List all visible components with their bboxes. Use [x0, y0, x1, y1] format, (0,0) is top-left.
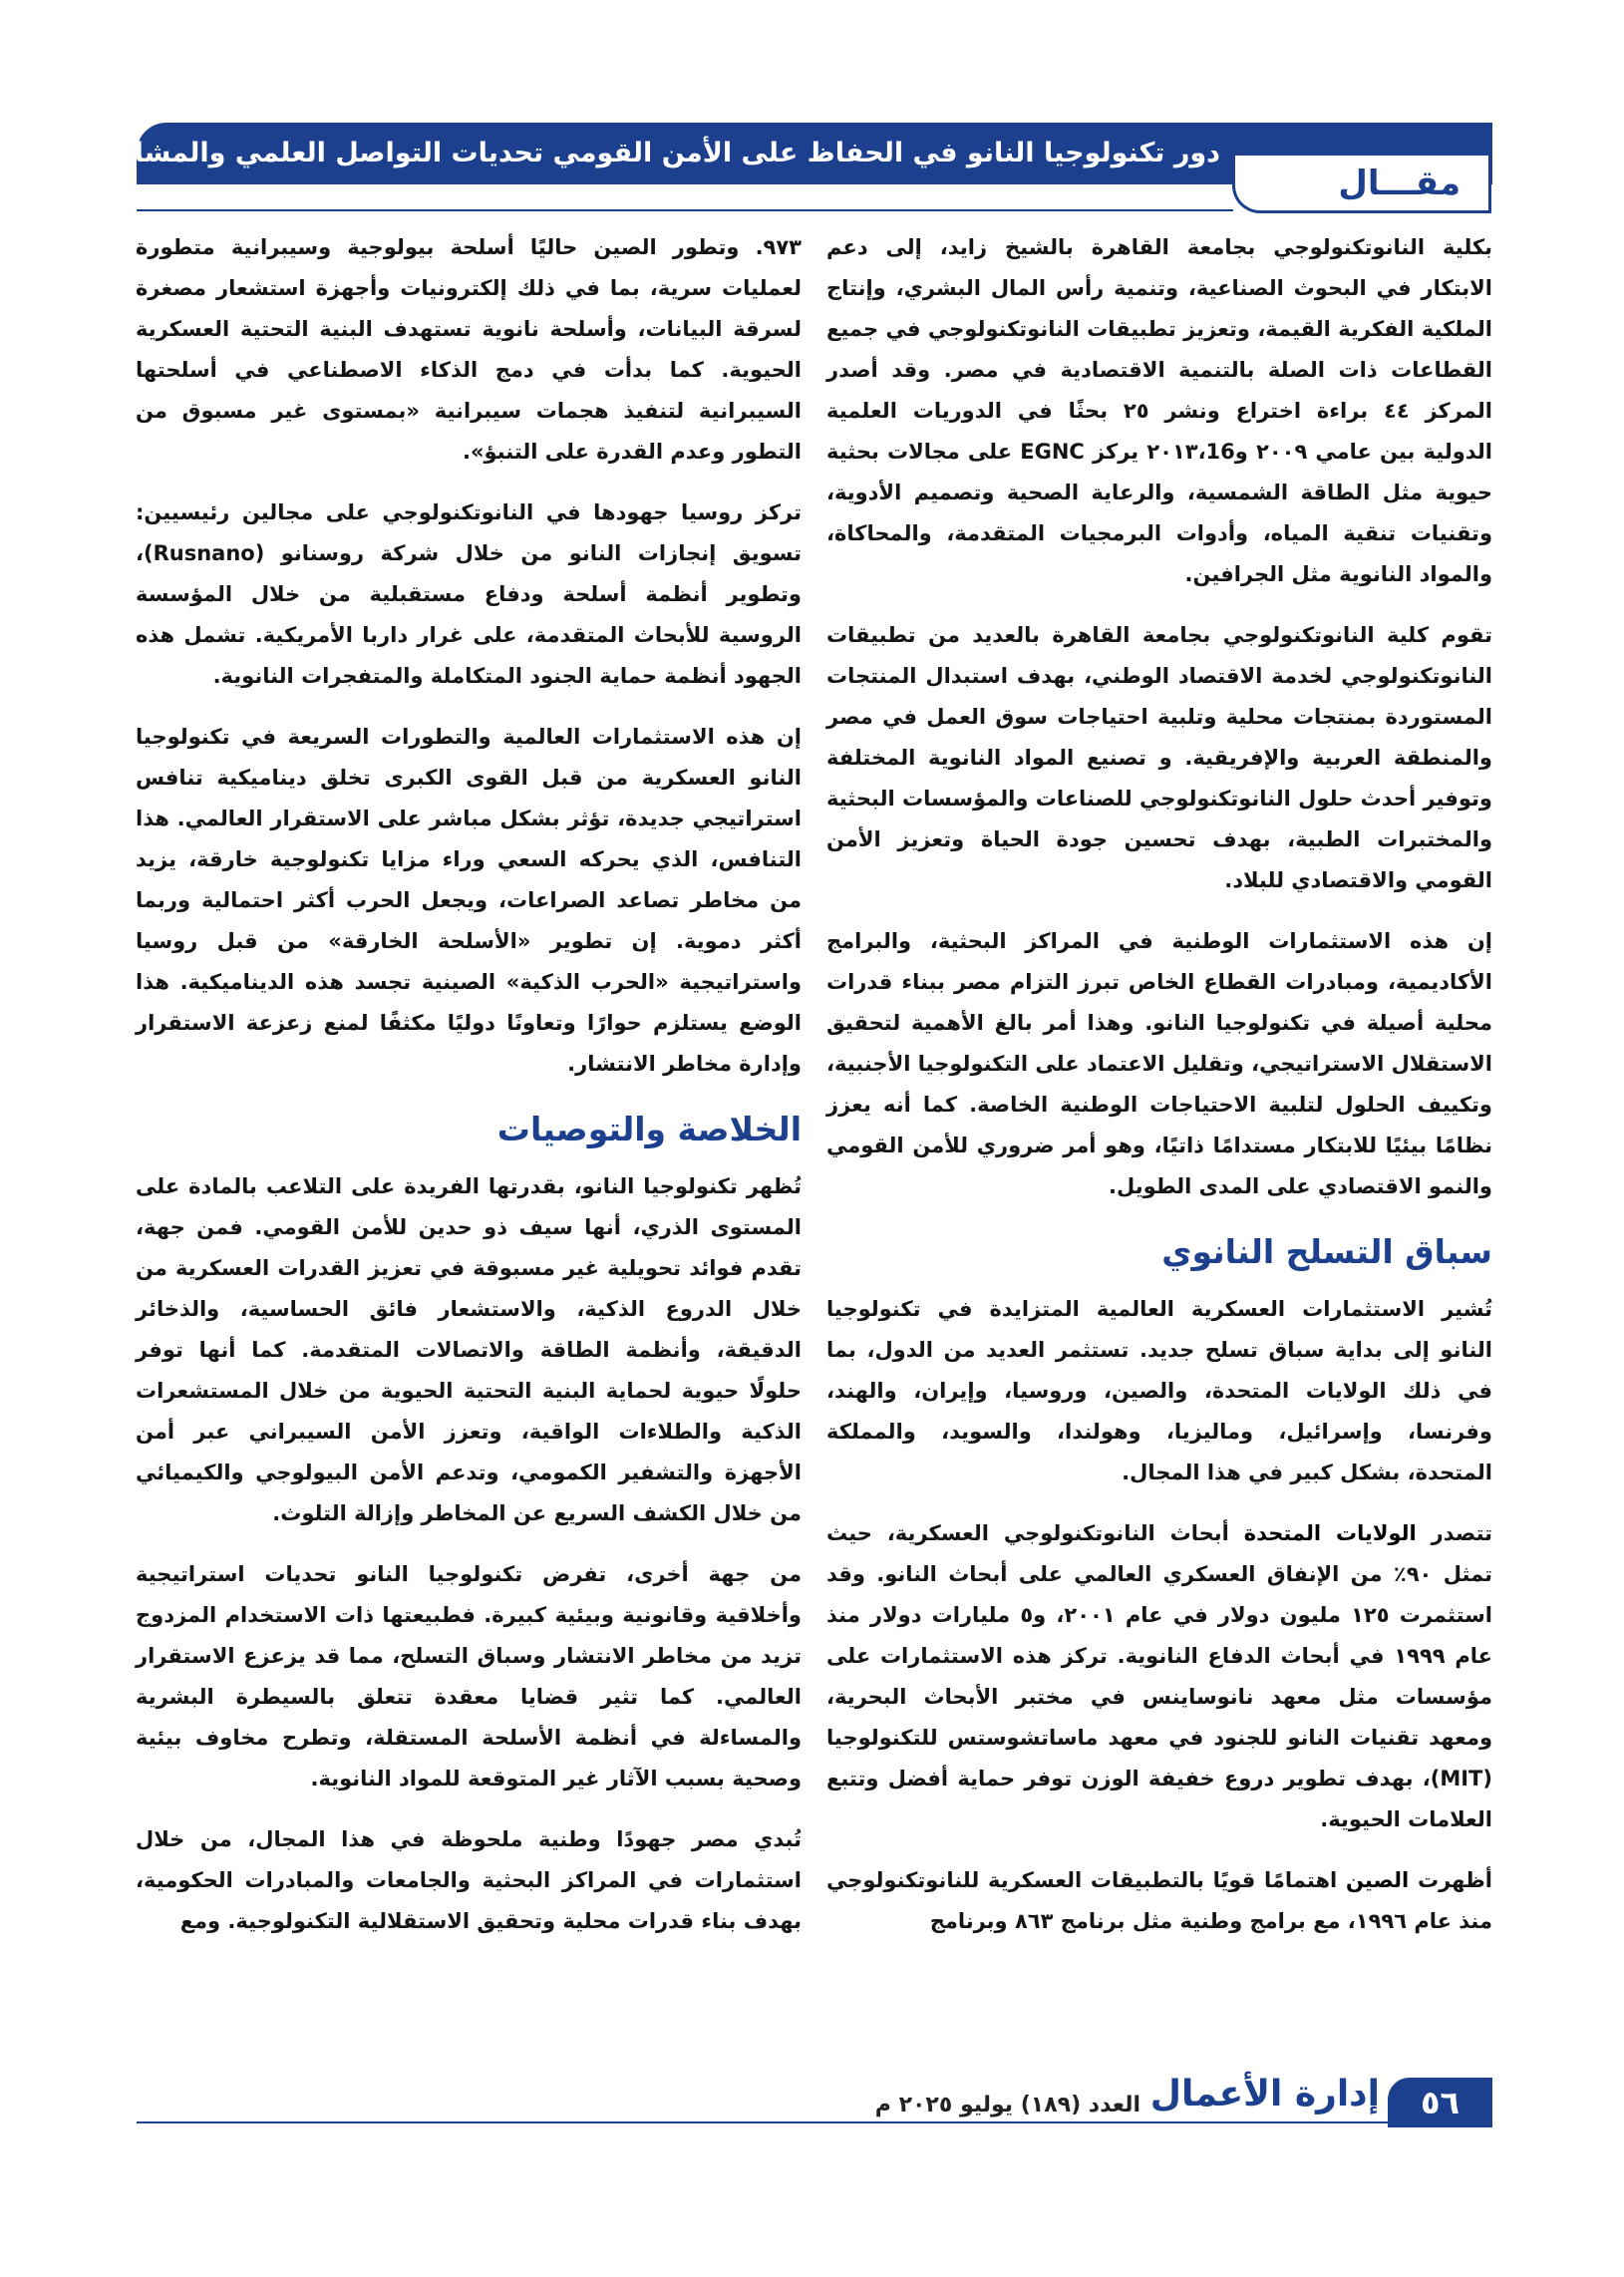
column-right	[826, 227, 1492, 2017]
paragraph: تُبدي مصر جهودًا وطنية ملحوظة في هذا المجال، من خلال استثمارات في المراكز البحثية والجامعات والمبادرات الحكومية، بهدف بناء قدرات محلية وتحقيق الاستقلالية التكنولوجية. ومع	[136, 1827, 802, 1933]
paragraph: تركز روسيا جهودها في النانوتكنولوجي على مجالين رئيسيين: تسويق إنجازات النانو من خلال شركة روسنانو (Rusnano)، وتطوير أنظمة أسلحة ودفاع مستقبلية من خلال المؤسسة الروسية للأبحاث المتقدمة، على غرار داربا الأمريكية. تشمل هذه الجهود أنظمة حماية الجنود المتكاملة والمتفجرات النانوية.	[136, 500, 802, 688]
section-tab	[1232, 156, 1491, 213]
paragraph: تُظهر تكنولوجيا النانو، بقدرتها الفريدة على التلاعب بالمادة على المستوى الذري، أنها سيف ذو حدين للأمن القومي. فمن جهة، تقدم فوائد تحويلية غير مسبوقة في تعزيز القدرات العسكرية من خلال الدروع الذكية، والاستشعار فائق الحساسية، والذخائر الدقيقة، وأنظمة الطاقة والاتصالات المتقدمة. كما أنها توفر حلولًا حيوية لحماية البنية التحتية الحيوية من خلال المستشعرات الذكية والطلاءات الواقية، وتعزز الأمن السيبراني عبر أمن الأجهزة والتشفير الكمومي، وتدعم الأمن البيولوجي والكيميائي من خلال الكشف السريع عن المخاطر وإزالة التلوث.	[136, 1174, 802, 1525]
paragraph	[826, 1513, 1492, 1840]
paragraph-text: أبحاث النانوتكنولوجي العسكرية، حيث تمثل ٩٠٪ من الإنفاق العسكري العالمي على أبحاث النانو. وقد استثمرت ١٢٥ مليون دولار في عام ٢٠٠١، و٥ مليارات دولار منذ عام ١٩٩٩ في أبحاث الدفاع النانوية. تركز هذه الاستثمارات على مؤسسات مثل معهد نانوساينس في مختبر الأبحاث البحرية، ومعهد تقنيات النانو للجنود في معهد ماساتشوستس للتكنولوجيا (MIT)، بهدف تطوير دروع خفيفة الوزن توفر حماية أفضل وتتبع العلامات الحيوية.	[826, 1521, 1493, 1831]
paragraph-text: تتصدر	[1431, 1521, 1493, 1545]
highlight-term: الصين	[1345, 1868, 1410, 1892]
article-running-title: دور تكنولوجيا النانو في الحفاظ على الأمن القومي تحديات التواصل العلمي والمشاركة العامة	[0, 138, 1220, 168]
page-number: ٥٦	[1388, 2078, 1492, 2127]
paragraph: تقوم كلية النانوتكنولوجي بجامعة القاهرة بالعديد من تطبيقات النانوتكنولوجي لخدمة الاقتصاد الوطني، بهدف استبدال المنتجات المستوردة بمنتجات محلية وتلبية احتياجات سوق العمل في مصر والمنطقة العربية والإفريقية. و تصنيع المواد النانوية المختلفة وتوفير أحدث حلول النانوتكنولوجي للصناعات والمؤسسات البحثية والمختبرات الطبية، بهدف تحسين جودة الحياة وتعزيز الأمن القومي والاقتصادي للبلاد.	[826, 623, 1492, 892]
issue-info: العدد (١٨٩) يوليو ٢٠٢٥ م	[874, 2093, 1140, 2117]
paragraph-text: أظهرت	[1417, 1868, 1492, 1892]
paragraph: بكلية النانوتكنولوجي بجامعة القاهرة بالشيخ زايد، إلى دعم الابتكار في البحوث الصناعية، وتنمية رأس المال البشري، وإنتاج الملكية الفكرية القيمة، وتعزيز تطبيقات النانوتكنولوجي في جميع القطاعات ذات الصلة بالتنمية الاقتصادية في مصر. وقد أصدر المركز ٤٤ براءة اختراع ونشر ٢٥ بحثًا في الدوريات العلمية الدولية بين عامي ٢٠٠٩ و٢٠١٣،16 يركز EGNC على مجالات بحثية حيوية مثل الطاقة الشمسية، والرعاية الصحية وتصميم الأدوية، وتقنيات تنقية المياه، وأدوات البرمجيات المتقدمة، والمحاكاة، والمواد النانوية مثل الجرافين.	[826, 235, 1492, 586]
magazine-logo	[1150, 2072, 1380, 2131]
paragraph: من جهة أخرى، تفرض تكنولوجيا النانو تحديات استراتيجية وأخلاقية وقانونية وبيئية كبيرة. فطبيعتها ذات الاستخدام المزدوج تزيد من مخاطر الانتشار وسباق التسلح، مما قد يزعزع الاستقرار العالمي. كما تثير قضايا معقدة تتعلق بالسيطرة البشرية والمساءلة في أنظمة الأسلحة المستقلة، وتطرح مخاوف بيئية وصحية بسبب الآثار غير المتوقعة للمواد النانوية.	[136, 1562, 802, 1790]
highlight-term: الولايات المتحدة	[1243, 1521, 1417, 1545]
section-label: مقـــال	[1338, 163, 1461, 203]
paragraph: ٩٧٣. وتطور الصين حاليًا أسلحة بيولوجية وسيبرانية متطورة لعمليات سرية، بما في ذلك إلكترونيات وأجهزة استشعار مصغرة لسرقة البيانات، وأسلحة نانوية تستهدف البنية التحتية العسكرية الحيوية. كما بدأت في دمج الذكاء الاصطناعي في أسلحتها السيبرانية لتنفيذ هجمات سيبرانية «بمستوى غير مسبوق من التطور وعدم القدرة على التنبؤ».	[136, 235, 802, 464]
paragraph: تُشير الاستثمارات العسكرية العالمية المتزايدة في تكنولوجيا النانو إلى بداية سباق تسلح جديد. تستثمر العديد من الدول، بما في ذلك الولايات المتحدة، والصين، وروسيا، وإيران، والهند، وفرنسا، وإسرائيل، وماليزيا، وهولندا، والسويد، والمملكة المتحدة، بشكل كبير في هذا المجال.	[826, 1297, 1492, 1484]
section-heading: سباق التسلح النانوي	[1161, 1232, 1492, 1271]
column-left	[136, 227, 802, 2017]
paragraph: إن هذه الاستثمارات العالمية والتطورات السريعة في تكنولوجيا النانو العسكرية من قبل القوى الكبرى تخلق ديناميكية تنافس استراتيجي جديدة، تؤثر بشكل مباشر على الاستقرار العالمي. هذا التنافس، الذي يحركه السعي وراء مزايا تكنولوجية خارقة، يزيد من مخاطر تصاعد الصراعات، ويجعل الحرب أكثر احتمالية وربما أكثر دموية. إن تطوير «الأسلحة الخارقة» من قبل روسيا واستراتيجية «الحرب الذكية» الصينية تجسد هذه الديناميكية. هذا الوضع يستلزم حوارًا وتعاونًا دوليًا مكثفًا لمنع زعزعة الاستقرار وإدارة مخاطر الانتشار.	[136, 725, 802, 1076]
magazine-name: إدارة الأعمال	[1149, 2074, 1380, 2114]
section-heading: الخلاصة والتوصيات	[496, 1110, 802, 1148]
paragraph-text: اهتمامًا قويًا بالتطبيقات العسكرية للنانوتكنولوجي منذ عام ١٩٩٦، مع برامج وطنية مثل برنامج ٨٦٣ وبرنامج	[826, 1868, 1492, 1933]
header-divider	[137, 209, 1233, 211]
paragraph	[826, 1860, 1492, 1942]
paragraph: إن هذه الاستثمارات الوطنية في المراكز البحثية، والبرامج الأكاديمية، ومبادرات القطاع الخاص تبرز التزام مصر ببناء قدرات محلية أصيلة في تكنولوجيا النانو. وهذا أمر بالغ الأهمية لتحقيق الاستقلال الاستراتيجي، وتقليل الاعتماد على التكنولوجيا الأجنبية، وتكييف الحلول لتلبية الاحتياجات الوطنية الخاصة. كما أنه يعزز نظامًا بيئيًا للابتكار مستدامًا ذاتيًا، وهو أمر ضروري للأمن القومي والنمو الاقتصادي على المدى الطويل.	[826, 929, 1492, 1198]
